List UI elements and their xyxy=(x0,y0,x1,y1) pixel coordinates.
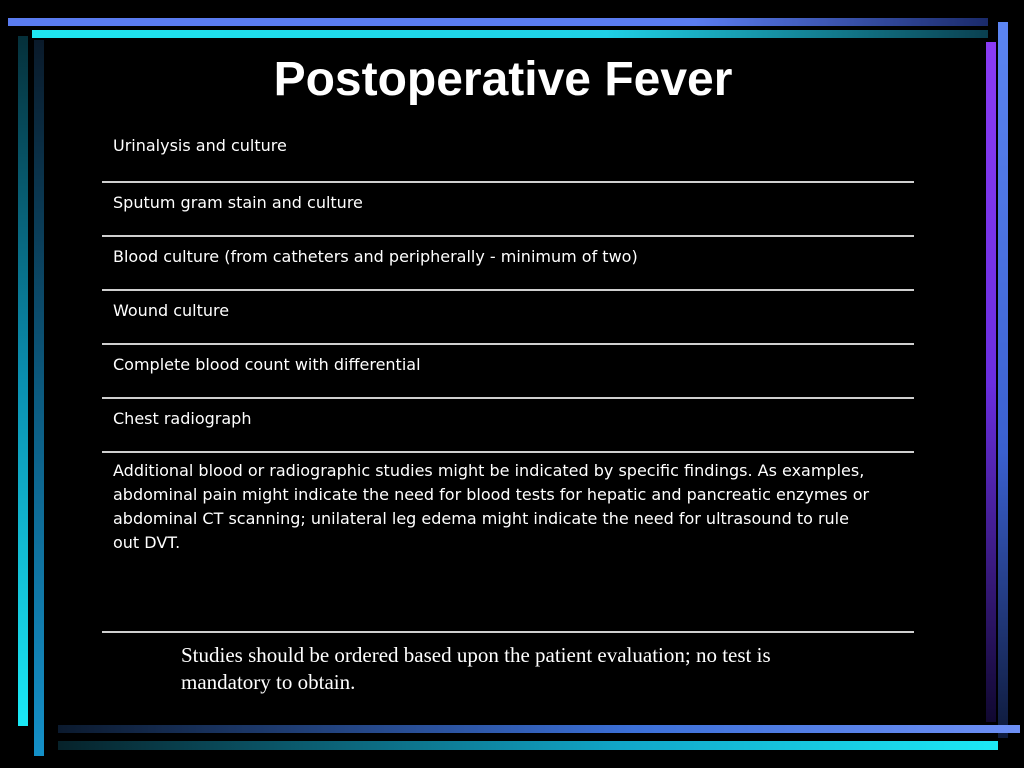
decorative-bar-top-outer xyxy=(8,18,988,26)
decorative-bar-left-inner xyxy=(34,40,44,756)
table-row-urinalysis: Urinalysis and culture xyxy=(102,128,914,183)
slide-title: Postoperative Fever xyxy=(273,53,733,106)
decorative-bar-bottom-outer xyxy=(58,741,998,750)
footnote: Studies should be ordered based upon the patient evaluation; no test is mandatory to obtain. xyxy=(181,643,771,694)
decorative-bar-bottom-inner xyxy=(58,725,1020,733)
table-row-wound-culture: Wound culture xyxy=(102,291,914,345)
decorative-bar-right-inner xyxy=(986,42,996,722)
table-row-chest-radiograph: Chest radiograph xyxy=(102,399,914,453)
decorative-bar-right-outer xyxy=(998,22,1008,738)
table-row-blood-culture: Blood culture (from catheters and peripherally - minimum of two) xyxy=(102,237,914,291)
decorative-bar-left-outer xyxy=(18,36,28,726)
table-row-sputum: Sputum gram stain and culture xyxy=(102,183,914,237)
table-row-cbc: Complete blood count with differential xyxy=(102,345,914,399)
table-row-additional-studies: Additional blood or radiographic studies might be indicated by specific findings. As examples, abdominal pain might indicate the need for blood tests for hepatic and pancreatic enzymes or abdominal CT scanning; unilateral leg edema might indicate the need for ultrasound to rule out DVT. xyxy=(102,453,914,633)
decorative-bar-top-inner xyxy=(32,30,988,38)
studies-table xyxy=(102,128,914,633)
